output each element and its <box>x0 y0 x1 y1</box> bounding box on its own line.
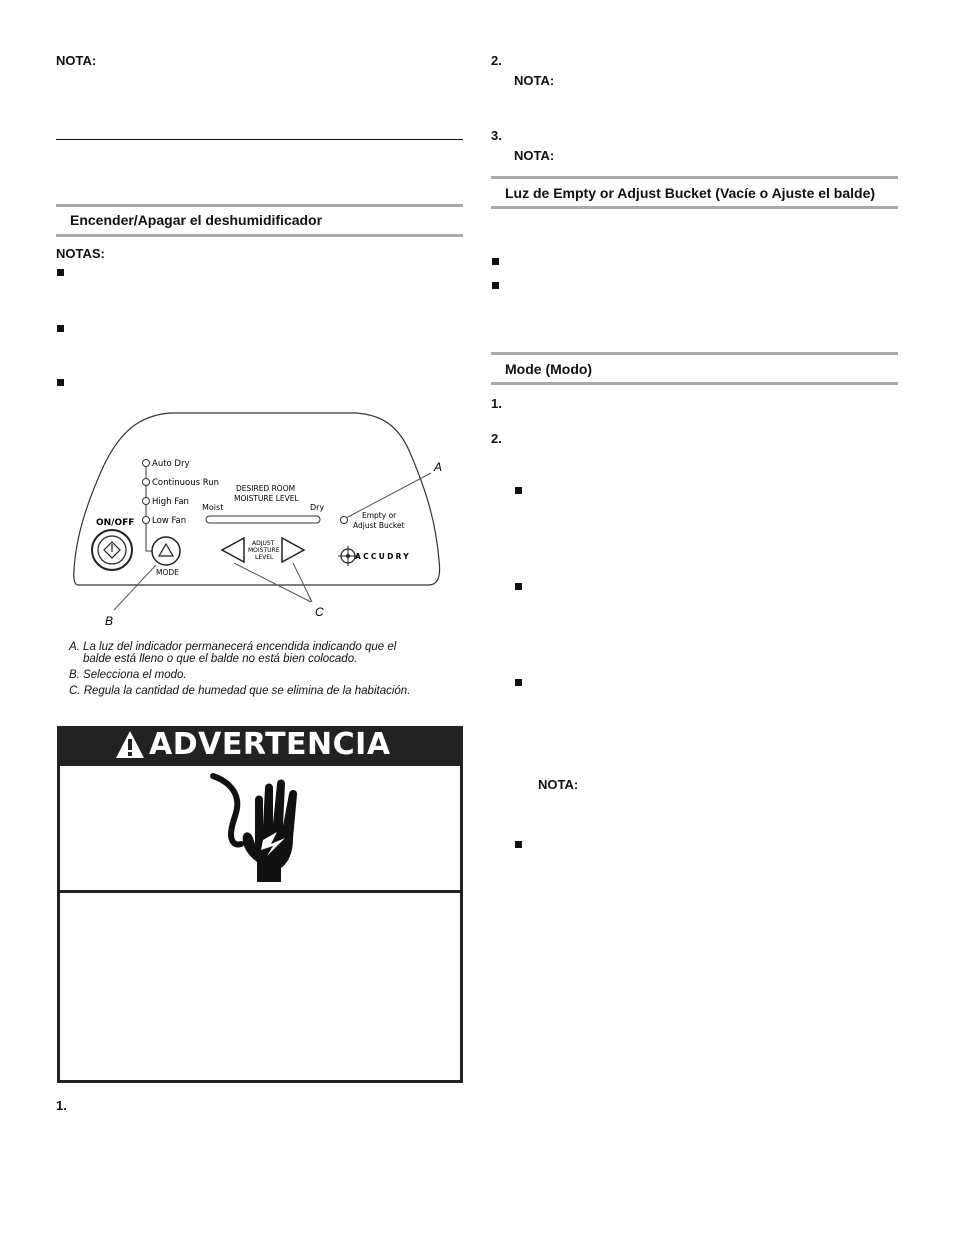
mode-button[interactable] <box>152 537 180 565</box>
nota-label: NOTA: <box>538 777 579 792</box>
step-number: 2. <box>491 53 502 68</box>
bullet-marker <box>515 487 522 494</box>
section-title-bucket: Luz de Empty or Adjust Bucket (Vacíe o Ajuste el balde) <box>505 185 876 201</box>
caption-a-line2: balde está lleno o que el balde no está bien colocado. <box>83 653 358 665</box>
callout-line-b <box>114 565 156 610</box>
callout-label-a: A <box>434 460 443 474</box>
section-rule-bottom <box>491 206 898 209</box>
indicator-led <box>143 498 150 505</box>
caption-c: C. Regula la cantidad de humedad que se elimina de la habitación. <box>69 685 411 697</box>
indicator-led <box>143 460 150 467</box>
dry-label: Dry <box>310 503 325 512</box>
warning-symbol-panel <box>57 763 463 893</box>
adjust-down-button[interactable] <box>222 538 244 562</box>
section-title-power: Encender/Apagar el deshumidificador <box>70 212 323 228</box>
step-number: 2. <box>491 431 502 446</box>
bullet-marker <box>492 258 499 265</box>
mode-label-low-fan: Low Fan <box>152 516 187 526</box>
step-number: 3. <box>491 128 502 143</box>
empty-label-line2: Adjust Bucket <box>353 521 405 530</box>
bullet-marker <box>57 325 64 332</box>
empty-label-line1: Empty or <box>362 511 397 520</box>
section-rule-bottom <box>491 382 898 385</box>
caption-b: B. Selecciona el modo. <box>69 669 187 681</box>
step-number: 1. <box>56 1098 67 1113</box>
section-rule-bottom <box>56 234 463 237</box>
adjust-up-button[interactable] <box>282 538 304 562</box>
desired-level-label-line2: MOISTURE LEVEL <box>234 494 299 503</box>
mode-button-label: MODE <box>156 568 179 577</box>
on-off-label: ON/OFF <box>96 518 135 528</box>
mode-label-continuous-run: Continuous Run <box>152 478 220 488</box>
adjust-label-line2: MOISTURE <box>248 547 280 554</box>
callout-line-c <box>293 563 312 602</box>
caption-a-line1: A. La luz del indicador permanecerá encendida indicando que el <box>69 641 397 653</box>
notas-label: NOTAS: <box>56 246 105 261</box>
moist-label: Moist <box>202 503 224 512</box>
warning-triangle-icon <box>115 730 145 760</box>
desired-level-label-line1: DESIRED ROOM <box>236 484 296 493</box>
bullet-marker <box>515 583 522 590</box>
warning-title: ADVERTENCIA <box>149 727 391 762</box>
section-rule-top <box>56 204 463 207</box>
bullet-marker <box>57 379 64 386</box>
callout-label-b: B <box>105 614 114 628</box>
bullet-marker <box>515 679 522 686</box>
divider-rule <box>56 139 463 140</box>
bullet-marker <box>515 841 522 848</box>
indicator-led <box>143 517 150 524</box>
adjust-label-line3: LEVEL <box>255 554 274 561</box>
power-button[interactable] <box>92 530 132 570</box>
mode-label-auto-dry: Auto Dry <box>152 459 190 469</box>
warning-text-panel <box>57 890 463 1083</box>
section-title-mode: Mode (Modo) <box>505 361 593 377</box>
step-number: 1. <box>491 396 502 411</box>
adjust-label-line1: ADJUST <box>252 540 275 547</box>
nota-label: NOTA: <box>514 73 555 88</box>
nota-label: NOTA: <box>514 148 555 163</box>
electrical-shock-hand-icon <box>205 770 315 888</box>
nota-label: NOTA: <box>56 53 97 68</box>
indicator-led <box>143 479 150 486</box>
accudry-logo <box>338 546 411 566</box>
warning-header <box>57 726 463 764</box>
control-panel-diagram <box>56 405 466 635</box>
bullet-marker <box>492 282 499 289</box>
callout-label-c: C <box>315 605 324 619</box>
svg-text:ACCUDRY: ACCUDRY <box>355 552 412 561</box>
callout-line-c <box>234 563 311 602</box>
moisture-level-bar <box>206 516 320 523</box>
section-rule-top <box>491 176 898 179</box>
bullet-marker <box>57 269 64 276</box>
mode-label-high-fan: High Fan <box>152 497 189 507</box>
section-rule-top <box>491 352 898 355</box>
